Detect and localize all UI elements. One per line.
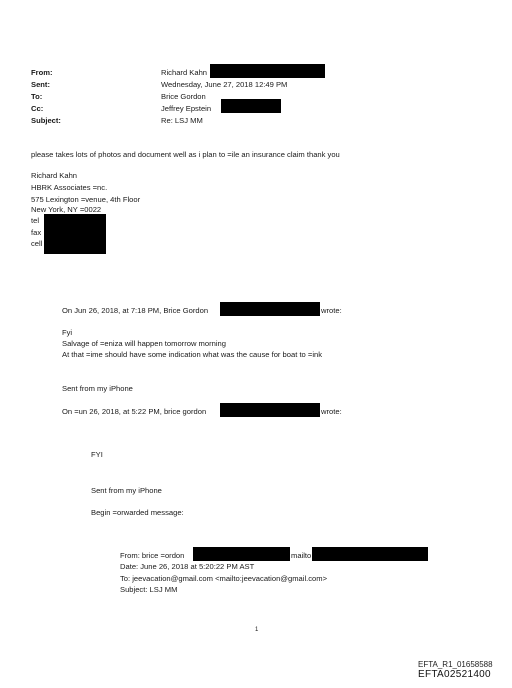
signature-fax: fax [31,228,42,237]
quote2-begin: Begin =orwarded message: [91,508,184,517]
quote1-sent-from: Sent from my iPhone [62,384,133,393]
signature-company: HBRK Associates =nc. [31,183,108,192]
signature-address: 575 Lexington =venue, 4th Floor [31,195,141,204]
quote1-intro: On Jun 26, 2018, at 7:18 PM, Brice Gordon [62,306,209,315]
signature-tel: tel [31,216,40,225]
cc-value: Jeffrey Epstein [161,104,212,113]
quote2-intro: On =un 26, 2018, at 5:22 PM, brice gordon [62,407,207,416]
forwarded-to: To: jeevacation@gmail.com <mailto:jeevacation@gmail.com> [120,574,328,583]
quote1-line: Fyi [62,328,73,337]
quote2-wrote: wrote: [321,407,342,416]
page-number: 1 [255,627,259,633]
redaction-box [193,547,290,561]
quote1-wrote: wrote: [321,306,342,315]
redaction-box [312,547,428,561]
redaction-box [210,64,325,78]
to-value: Brice Gordon [161,92,206,101]
signature-name: Richard Kahn [31,171,78,180]
from-value: Richard Kahn [161,68,208,77]
subject-label: Subject: [31,116,61,125]
sent-label: Sent: [31,80,50,89]
message-body: please takes lots of photos and document well as i plan to =ile an insurance claim thank you [31,150,340,159]
forwarded-date: Date: June 26, 2018 at 5:20:22 PM AST [120,562,255,571]
redaction-box [44,214,106,254]
forwarded-subject: Subject: LSJ MM [120,585,178,594]
redaction-box [221,99,281,113]
forwarded-from: From: brice =ordon [120,551,185,560]
subject-value: Re: LSJ MM [161,116,203,125]
to-label: To: [31,92,43,101]
quote2-fyi: FYI [91,450,103,459]
quote1-line: Salvage of =eniza will happen tomorrow morning [62,339,226,348]
signature-city: New York, NY =0022 [31,205,102,214]
redaction-box [220,302,320,316]
sent-value: Wednesday, June 27, 2018 12:49 PM [161,80,288,89]
quote1-line: At that =ime should have some indication what was the cause for boat to =ink [62,350,323,359]
signature-cell: cell [31,239,43,248]
bates-id-2: EFTA02521400 [418,669,491,680]
cc-label: Cc: [31,104,44,113]
from-label: From: [31,68,53,77]
bates-id-1: EFTA_R1_01658588 [418,660,493,669]
redaction-box [220,403,320,417]
forwarded-mailto: mailto [291,551,312,560]
quote2-sent-from: Sent from my iPhone [91,486,162,495]
